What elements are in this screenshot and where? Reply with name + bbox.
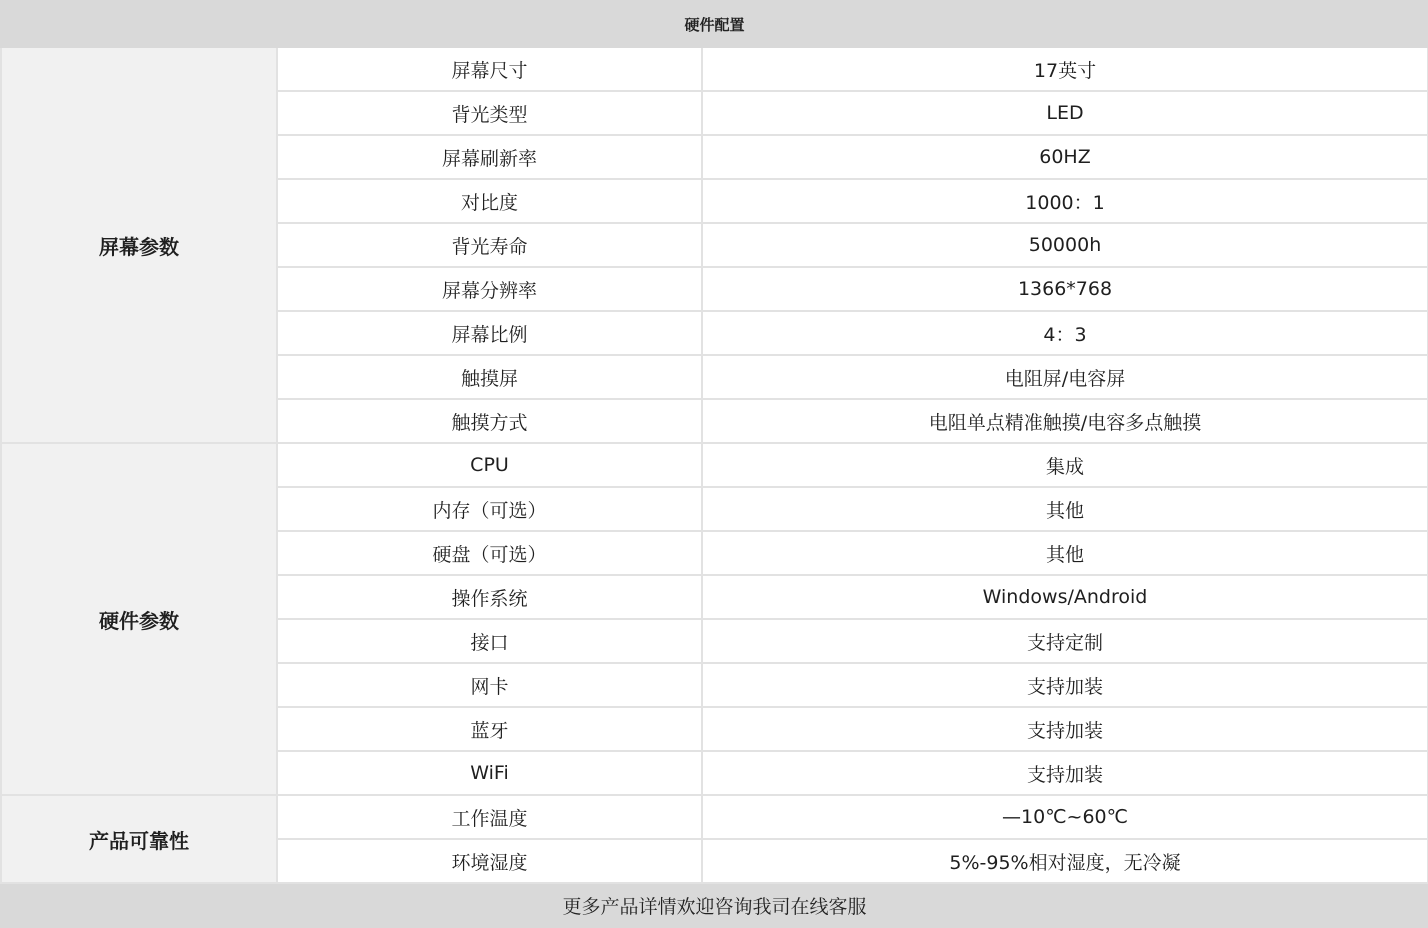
spec-value: 1366*768 [702, 267, 1428, 311]
spec-value: 50000h [702, 223, 1428, 267]
spec-name: 网卡 [277, 663, 702, 707]
spec-value: 17英寸 [702, 47, 1428, 91]
spec-value: 电阻单点精准触摸/电容多点触摸 [702, 399, 1428, 443]
spec-value: 5%-95%相对湿度，无冷凝 [702, 839, 1428, 883]
spec-name: 对比度 [277, 179, 702, 223]
table-row [1, 47, 1428, 91]
spec-value: LED [702, 91, 1428, 135]
spec-name: 触摸方式 [277, 399, 702, 443]
table-row [1, 795, 1428, 839]
table-row [1, 443, 1428, 487]
footer-note: 更多产品详情欢迎咨询我司在线客服 [1, 883, 1428, 927]
table-footer-row [1, 883, 1428, 927]
spec-value: 支持加装 [702, 751, 1428, 795]
spec-name: 屏幕比例 [277, 311, 702, 355]
spec-name: CPU [277, 443, 702, 487]
spec-value: 1000：1 [702, 179, 1428, 223]
spec-value: Windows/Android [702, 575, 1428, 619]
spec-value: 60HZ [702, 135, 1428, 179]
group-label-hardware: 硬件参数 [1, 443, 277, 795]
spec-name: 环境湿度 [277, 839, 702, 883]
spec-name: 背光类型 [277, 91, 702, 135]
table-title: 硬件配置 [1, 1, 1428, 47]
spec-value: 4：3 [702, 311, 1428, 355]
spec-value: 支持加装 [702, 707, 1428, 751]
spec-name: 硬盘（可选） [277, 531, 702, 575]
spec-name: 操作系统 [277, 575, 702, 619]
spec-value: 其他 [702, 487, 1428, 531]
spec-value: 集成 [702, 443, 1428, 487]
spec-name: 背光寿命 [277, 223, 702, 267]
spec-name: 屏幕刷新率 [277, 135, 702, 179]
spec-name: 接口 [277, 619, 702, 663]
spec-value: 支持定制 [702, 619, 1428, 663]
spec-value: —10℃~60℃ [702, 795, 1428, 839]
spec-name: 内存（可选） [277, 487, 702, 531]
spec-name: WiFi [277, 751, 702, 795]
spec-value: 电阻屏/电容屏 [702, 355, 1428, 399]
spec-name: 触摸屏 [277, 355, 702, 399]
table-header-row [1, 1, 1428, 47]
spec-value: 支持加装 [702, 663, 1428, 707]
group-label-reliability: 产品可靠性 [1, 795, 277, 883]
spec-name: 工作温度 [277, 795, 702, 839]
group-label-screen: 屏幕参数 [1, 47, 277, 443]
spec-name: 屏幕分辨率 [277, 267, 702, 311]
spec-name: 屏幕尺寸 [277, 47, 702, 91]
spec-name: 蓝牙 [277, 707, 702, 751]
spec-value: 其他 [702, 531, 1428, 575]
